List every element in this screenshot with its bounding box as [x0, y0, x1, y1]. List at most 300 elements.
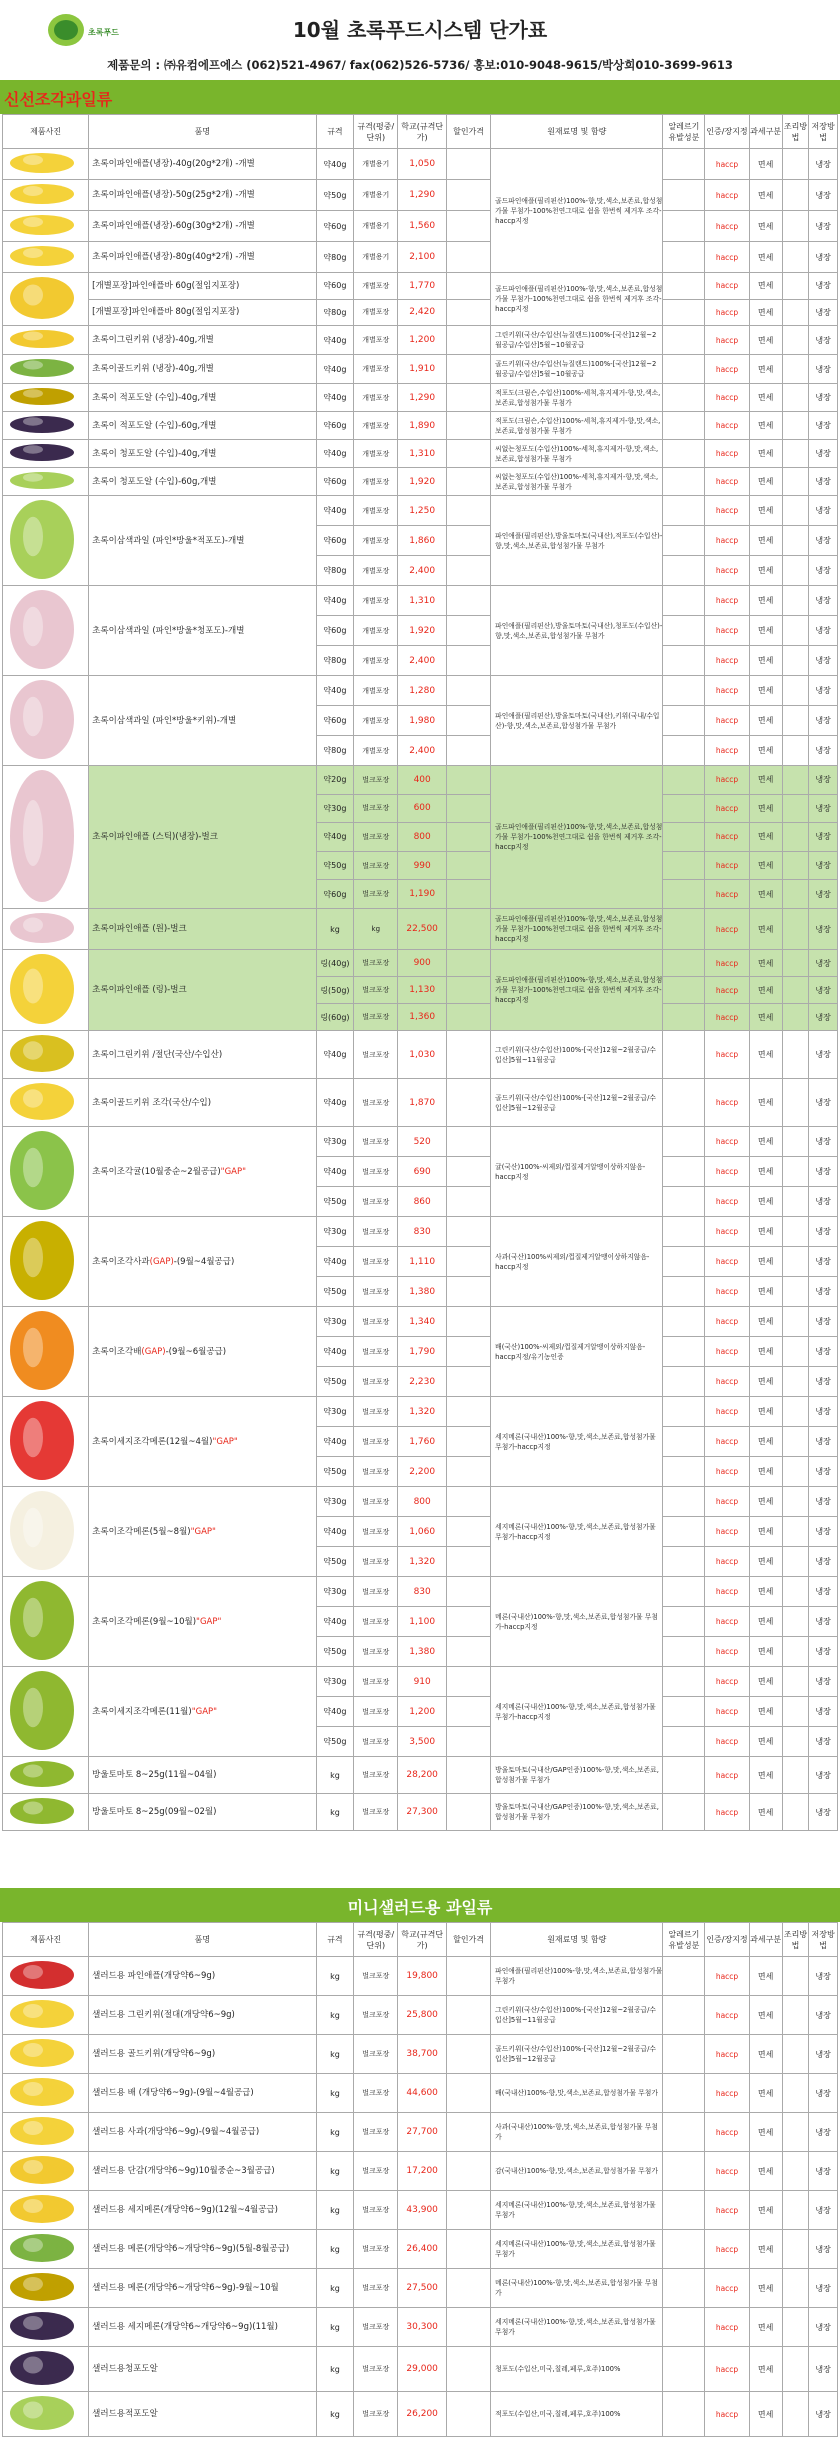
- unit-cell: 벌크포장: [354, 2113, 398, 2152]
- discount-cell: [446, 1247, 490, 1277]
- spec-cell: 약30g: [316, 1127, 354, 1157]
- tax-cell: 면세: [749, 440, 782, 468]
- discount-cell: [446, 1757, 490, 1794]
- cert-cell: haccp: [705, 273, 749, 300]
- tax-cell: 면세: [749, 586, 782, 616]
- cook-cell: [782, 1157, 809, 1187]
- allergen-cell: [663, 1427, 705, 1457]
- column-header: 인증/장지정: [705, 1923, 749, 1957]
- price-cell: 1,320: [398, 1547, 447, 1577]
- product-name-cell: [89, 1667, 317, 1757]
- tax-cell: 면세: [749, 149, 782, 180]
- cook-cell: [782, 1996, 809, 2035]
- cook-cell: [782, 1079, 809, 1127]
- product-photo-cell: [3, 1307, 89, 1397]
- price-cell: 1,890: [398, 412, 447, 440]
- column-header: 학교(규격단가): [398, 115, 447, 149]
- price-cell: 1,310: [398, 586, 447, 616]
- table-row: [3, 1667, 838, 1697]
- discount-cell: [446, 1457, 490, 1487]
- cert-cell: haccp: [705, 1667, 749, 1697]
- storage-cell: 냉장: [809, 355, 838, 384]
- discount-cell: [446, 211, 490, 242]
- product-name: 초록이골드키위 조각(국산/수입): [92, 1097, 212, 1108]
- cook-cell: [782, 1757, 809, 1794]
- unit-cell: 벌크포장: [354, 794, 398, 823]
- table-row: [3, 496, 838, 526]
- column-header: 원재료명 및 함량: [491, 1923, 663, 1957]
- cook-cell: [782, 2347, 809, 2392]
- cook-cell: [782, 180, 809, 211]
- storage-cell: 냉장: [809, 468, 838, 496]
- cook-cell: [782, 496, 809, 526]
- product-name-cell: [89, 273, 317, 300]
- cert-cell: haccp: [705, 1397, 749, 1427]
- product-photo: [3, 1397, 81, 1484]
- product-photo: [3, 1031, 81, 1076]
- product-photo: [3, 412, 81, 437]
- table-row: [3, 273, 838, 300]
- spec-cell: 약30g: [316, 1397, 354, 1427]
- ingredient-cell: 골드파인애플(필리핀산)100%-향,맛,색소,보존료,합성첨가물 무첨가-100%천연그대로 쉼을 한번씩 제거후 조각-haccp지정: [491, 950, 663, 1031]
- price-cell: 22,500: [398, 909, 447, 950]
- unit-cell: 벌크포장: [354, 1996, 398, 2035]
- spec-cell: 약30g: [316, 1667, 354, 1697]
- allergen-cell: [663, 1157, 705, 1187]
- cook-cell: [782, 1637, 809, 1667]
- unit-cell: 벌크포장: [354, 2308, 398, 2347]
- discount-cell: [446, 2035, 490, 2074]
- price-cell: 44,600: [398, 2074, 447, 2113]
- ingredient-cell: 세지메론(국내산)100%-향,맛,색소,보존료,합성첨가물 무첨가: [491, 2191, 663, 2230]
- allergen-cell: [663, 1757, 705, 1794]
- price-cell: 860: [398, 1187, 447, 1217]
- unit-cell: 벌크포장: [354, 2035, 398, 2074]
- column-header: 인증/장지정: [705, 115, 749, 149]
- tax-cell: 면세: [749, 2269, 782, 2308]
- allergen-cell: [663, 2191, 705, 2230]
- svg-text:초록푸드: 초록푸드: [88, 28, 119, 37]
- product-photo-cell: [3, 468, 89, 496]
- cook-cell: [782, 526, 809, 556]
- spec-cell: 약30g: [316, 1487, 354, 1517]
- spec-cell: 링(50g): [316, 977, 354, 1004]
- table-row: [3, 766, 838, 795]
- product-name: 초록이삼색과일 (파인*방울*적포도)-개별: [92, 535, 245, 546]
- cert-cell: haccp: [705, 823, 749, 852]
- spec-cell: 약40g: [316, 1247, 354, 1277]
- cert-cell: haccp: [705, 1457, 749, 1487]
- product-photo-cell: [3, 1487, 89, 1577]
- ingredient-cell: 그린키위(국산/수입산(뉴질랜드)100%-[국산]12월~2월공급/수입산]5월~10월공급: [491, 326, 663, 355]
- product-name-cell: [89, 950, 317, 1031]
- spec-cell: 약40g: [316, 1079, 354, 1127]
- cert-cell: haccp: [705, 676, 749, 706]
- column-header: 과세구분: [749, 115, 782, 149]
- discount-cell: [446, 977, 490, 1004]
- discount-cell: [446, 149, 490, 180]
- cert-cell: haccp: [705, 1277, 749, 1307]
- cert-cell: haccp: [705, 1427, 749, 1457]
- cook-cell: [782, 794, 809, 823]
- product-photo-cell: [3, 384, 89, 412]
- table-row: [3, 909, 838, 950]
- table-row: [3, 1957, 838, 1996]
- storage-cell: 냉장: [809, 1079, 838, 1127]
- ingredient-cell: 파인애플(필리핀산),방울토마토(국내산),키위(국내/수입산)-향,맛,색소,보존료,합성첨가물 무첨가: [491, 676, 663, 766]
- product-name: 샐러드용청포도알: [92, 2364, 158, 2374]
- unit-cell: 벌크포장: [354, 823, 398, 852]
- cert-cell: haccp: [705, 909, 749, 950]
- product-photo-cell: [3, 586, 89, 676]
- product-photo: [3, 1794, 81, 1828]
- cook-cell: [782, 1127, 809, 1157]
- price-cell: 990: [398, 851, 447, 880]
- storage-cell: 냉장: [809, 676, 838, 706]
- product-photo: [3, 1307, 81, 1394]
- tax-cell: 면세: [749, 1457, 782, 1487]
- spec-cell: 약40g: [316, 496, 354, 526]
- product-name: 샐러드용 메론(개당약6~개당약6~9g)(5월-8월공급): [92, 2244, 290, 2254]
- product-photo: [3, 1127, 81, 1214]
- table-row: [3, 440, 838, 468]
- discount-cell: [446, 1277, 490, 1307]
- cook-cell: [782, 2392, 809, 2437]
- price-cell: 800: [398, 823, 447, 852]
- unit-cell: 개별포장: [354, 412, 398, 440]
- price-cell: 27,500: [398, 2269, 447, 2308]
- ingredient-cell: 파인애플(필리핀산),방울토마토(국내산),청포도(수입산)-향,맛,색소,보존료,합성첨가물 무첨가: [491, 586, 663, 676]
- cook-cell: [782, 2074, 809, 2113]
- table-row: [3, 2035, 838, 2074]
- section-title: 미니샐러드용 과일류: [347, 1898, 493, 1917]
- spec-cell: 약40g: [316, 1427, 354, 1457]
- spec-cell: kg: [316, 2113, 354, 2152]
- unit-cell: 벌크포장: [354, 2074, 398, 2113]
- cert-cell: haccp: [705, 1004, 749, 1031]
- price-cell: 29,000: [398, 2347, 447, 2392]
- allergen-cell: [663, 706, 705, 736]
- product-name: 초록이삼색과일 (파인*방울*청포도)-개별: [92, 625, 245, 636]
- allergen-cell: [663, 766, 705, 795]
- column-header: 알레르기 유발성분: [663, 115, 705, 149]
- discount-cell: [446, 766, 490, 795]
- table-row: [3, 1996, 838, 2035]
- price-cell: 600: [398, 794, 447, 823]
- gap-label: "GAP": [196, 1616, 222, 1627]
- discount-cell: [446, 2269, 490, 2308]
- spec-cell: 약60g: [316, 616, 354, 646]
- spec-cell: 약30g: [316, 794, 354, 823]
- table-row: [3, 676, 838, 706]
- cook-cell: [782, 1607, 809, 1637]
- allergen-cell: [663, 1637, 705, 1667]
- storage-cell: 냉장: [809, 1697, 838, 1727]
- product-name-cell: [89, 149, 317, 180]
- product-photo-cell: [3, 355, 89, 384]
- spec-cell: 약30g: [316, 1307, 354, 1337]
- cert-cell: haccp: [705, 1337, 749, 1367]
- storage-cell: 냉장: [809, 1457, 838, 1487]
- table-row: [3, 1307, 838, 1337]
- storage-cell: 냉장: [809, 384, 838, 412]
- unit-cell: 벌크포장: [354, 766, 398, 795]
- storage-cell: 냉장: [809, 1487, 838, 1517]
- product-name: 샐러드용 파인애플(개당약6~9g): [92, 1971, 216, 1981]
- storage-cell: 냉장: [809, 977, 838, 1004]
- column-header: 조리방법: [782, 115, 809, 149]
- product-name-cell: [89, 211, 317, 242]
- cert-cell: haccp: [705, 1577, 749, 1607]
- product-name-cell: [89, 299, 317, 326]
- unit-cell: 벌크포장: [354, 1427, 398, 1457]
- price-cell: 30,300: [398, 2308, 447, 2347]
- spec-cell: kg: [316, 2035, 354, 2074]
- price-cell: 28,200: [398, 1757, 447, 1794]
- storage-cell: 냉장: [809, 1727, 838, 1757]
- ingredient-cell: 방울토마토(국내산/GAP인증)100%-향,맛,색소,보존료,합성첨가물 무첨가: [491, 1794, 663, 1831]
- ingredient-cell: 감(국내산)100%-향,맛,색소,보존료,합성첨가물 무첨가: [491, 2152, 663, 2191]
- spec-cell: kg: [316, 909, 354, 950]
- cert-cell: haccp: [705, 1757, 749, 1794]
- unit-cell: 벌크포장: [354, 2269, 398, 2308]
- spec-cell: 약30g: [316, 1577, 354, 1607]
- cert-cell: haccp: [705, 1727, 749, 1757]
- discount-cell: [446, 736, 490, 766]
- unit-cell: 개별포장: [354, 646, 398, 676]
- cook-cell: [782, 1247, 809, 1277]
- cook-cell: [782, 2035, 809, 2074]
- cert-cell: haccp: [705, 794, 749, 823]
- column-header: 조리방법: [782, 1923, 809, 1957]
- cook-cell: [782, 273, 809, 300]
- spec-cell: 약50g: [316, 1187, 354, 1217]
- price-cell: 1,250: [398, 496, 447, 526]
- tax-cell: 면세: [749, 1577, 782, 1607]
- price-cell: 1,200: [398, 1697, 447, 1727]
- unit-cell: 벌크포장: [354, 1337, 398, 1367]
- spec-cell: 약40g: [316, 355, 354, 384]
- spec-cell: 약60g: [316, 273, 354, 300]
- product-name: 초록이조각메론(9월~10월): [92, 1616, 197, 1627]
- unit-cell: 벌크포장: [354, 1079, 398, 1127]
- product-photo-cell: [3, 2074, 89, 2113]
- unit-cell: 개별용기: [354, 211, 398, 242]
- unit-cell: 벌크포장: [354, 1487, 398, 1517]
- price-cell: 1,320: [398, 1397, 447, 1427]
- spec-cell: 약60g: [316, 211, 354, 242]
- cert-cell: haccp: [705, 496, 749, 526]
- storage-cell: 냉장: [809, 766, 838, 795]
- storage-cell: 냉장: [809, 1957, 838, 1996]
- cert-cell: haccp: [705, 242, 749, 273]
- allergen-cell: [663, 851, 705, 880]
- discount-cell: [446, 616, 490, 646]
- ingredient-cell: 그린키위(국산/수입산)100%-[국산]12월~2월공급/수입산]5월~11월공급: [491, 1996, 663, 2035]
- storage-cell: 냉장: [809, 2113, 838, 2152]
- product-name-cell: [89, 440, 317, 468]
- price-cell: 1,030: [398, 1031, 447, 1079]
- cert-cell: haccp: [705, 2269, 749, 2308]
- unit-cell: 개별포장: [354, 326, 398, 355]
- unit-cell: 개별포장: [354, 384, 398, 412]
- cook-cell: [782, 1727, 809, 1757]
- product-photo: [3, 440, 81, 465]
- tax-cell: 면세: [749, 299, 782, 326]
- ingredient-cell: 배(국산)100%-씨제외/껍질제거알맹이상하지않음-haccp지정/유기농인증: [491, 1307, 663, 1397]
- price-cell: 2,200: [398, 1457, 447, 1487]
- cert-cell: haccp: [705, 880, 749, 909]
- cook-cell: [782, 880, 809, 909]
- product-name: 샐러드용 세지메론(개당약6~9g)(12월~4월공급): [92, 2205, 278, 2215]
- tax-cell: 면세: [749, 1187, 782, 1217]
- gap-label: "GAP": [220, 1166, 247, 1177]
- price-cell: 1,860: [398, 526, 447, 556]
- discount-cell: [446, 1004, 490, 1031]
- price-cell: 27,300: [398, 1794, 447, 1831]
- product-name: 초록이세지조각메론(12월~4월): [92, 1436, 213, 1447]
- column-header: 할인가격: [446, 1923, 490, 1957]
- unit-cell: 개별포장: [354, 273, 398, 300]
- price-cell: 2,400: [398, 556, 447, 586]
- unit-cell: 벌크포장: [354, 1367, 398, 1397]
- allergen-cell: [663, 1367, 705, 1397]
- allergen-cell: [663, 273, 705, 300]
- ingredient-cell: 골드파인애플(필리핀산)100%-향,맛,색소,보존료,합성첨가물 무첨가-100%천연그대로 쉼을 한번씩 제거후 조각-haccp지정: [491, 273, 663, 326]
- ingredient-cell: 배(국내산)100%-향,맛,색소,보존료,합성첨가물 무첨가: [491, 2074, 663, 2113]
- product-photo-cell: [3, 676, 89, 766]
- storage-cell: 냉장: [809, 1757, 838, 1794]
- page-title: 10월 초록푸드시스템 단가표: [292, 18, 548, 42]
- tax-cell: 면세: [749, 2392, 782, 2437]
- product-photo: [3, 211, 81, 239]
- gap-label: (GAP): [141, 1346, 166, 1357]
- price-cell: 2,100: [398, 242, 447, 273]
- cook-cell: [782, 326, 809, 355]
- price-cell: 1,290: [398, 180, 447, 211]
- tax-cell: 면세: [749, 1397, 782, 1427]
- allergen-cell: [663, 355, 705, 384]
- discount-cell: [446, 180, 490, 211]
- allergen-cell: [663, 1727, 705, 1757]
- product-photo-cell: [3, 2392, 89, 2437]
- gap-label: "GAP": [191, 1706, 218, 1717]
- price-cell: 1,870: [398, 1079, 447, 1127]
- unit-cell: 벌크포장: [354, 2191, 398, 2230]
- storage-cell: 냉장: [809, 496, 838, 526]
- spec-cell: 약50g: [316, 1727, 354, 1757]
- storage-cell: 냉장: [809, 526, 838, 556]
- cert-cell: haccp: [705, 2113, 749, 2152]
- table-row: [3, 242, 838, 273]
- unit-cell: 벌크포장: [354, 1157, 398, 1187]
- tax-cell: 면세: [749, 2347, 782, 2392]
- spec-cell: kg: [316, 2191, 354, 2230]
- ingredient-cell: 골드키위(국산/수입산(뉴질랜드)100%-[국산]12월~2월공급/수입산]5월~10월공급: [491, 355, 663, 384]
- price-cell: 25,800: [398, 1996, 447, 2035]
- discount-cell: [446, 2191, 490, 2230]
- unit-cell: 벌크포장: [354, 2152, 398, 2191]
- unit-cell: 벌크포장: [354, 2392, 398, 2437]
- ingredient-cell: 적포도(크림슨,수입산)100%-세척,휴지제거-향,맛,색소,보존료,합성첨가물 무첨가: [491, 412, 663, 440]
- cook-cell: [782, 851, 809, 880]
- ingredient-cell: 골드키위(국산/수입산)100%-[국산]12월~2월공급/수입산]5월~12월공급: [491, 2035, 663, 2074]
- product-name: 초록이 청포도알 (수입)-40g,개별: [92, 448, 217, 459]
- storage-cell: 냉장: [809, 880, 838, 909]
- storage-cell: 냉장: [809, 1577, 838, 1607]
- tax-cell: 면세: [749, 1157, 782, 1187]
- product-name-cell: [89, 2308, 317, 2347]
- cert-cell: haccp: [705, 977, 749, 1004]
- discount-cell: [446, 1667, 490, 1697]
- table-row: [3, 1397, 838, 1427]
- product-photo-cell: [3, 2152, 89, 2191]
- product-photo-cell: [3, 766, 89, 909]
- cook-cell: [782, 1487, 809, 1517]
- tax-cell: 면세: [749, 326, 782, 355]
- product-photo: [3, 586, 81, 673]
- price-cell: 1,190: [398, 880, 447, 909]
- fresh-fruit-table: [2, 114, 838, 1831]
- cert-cell: haccp: [705, 440, 749, 468]
- price-cell: 26,200: [398, 2392, 447, 2437]
- allergen-cell: [663, 1397, 705, 1427]
- cert-cell: haccp: [705, 2191, 749, 2230]
- unit-cell: 개별포장: [354, 706, 398, 736]
- storage-cell: 냉장: [809, 1667, 838, 1697]
- product-name-cell: [89, 2230, 317, 2269]
- tax-cell: 면세: [749, 646, 782, 676]
- tax-cell: 면세: [749, 2074, 782, 2113]
- ingredient-cell: 세지메론(국내산)100%-향,맛,색소,보존료,합성첨가물 무첨가-haccp지정: [491, 1667, 663, 1757]
- product-photo-cell: [3, 2347, 89, 2392]
- cert-cell: haccp: [705, 2152, 749, 2191]
- column-header: 과세구분: [749, 1923, 782, 1957]
- product-photo: [3, 676, 81, 763]
- storage-cell: 냉장: [809, 299, 838, 326]
- allergen-cell: [663, 2035, 705, 2074]
- product-name-cell: [89, 1307, 317, 1397]
- product-photo: [3, 2191, 81, 2227]
- tax-cell: 면세: [749, 616, 782, 646]
- spec-cell: 약50g: [316, 1277, 354, 1307]
- product-photo: [3, 149, 81, 177]
- storage-cell: 냉장: [809, 1187, 838, 1217]
- storage-cell: 냉장: [809, 909, 838, 950]
- product-name-cell: [89, 676, 317, 766]
- allergen-cell: [663, 1697, 705, 1727]
- product-name-cell: [89, 1757, 317, 1794]
- price-cell: 1,100: [398, 1607, 447, 1637]
- allergen-cell: [663, 676, 705, 706]
- product-photo-cell: [3, 149, 89, 180]
- product-photo: [3, 1667, 81, 1754]
- cook-cell: [782, 556, 809, 586]
- product-name-cell: [89, 1996, 317, 2035]
- column-header: 품명: [89, 115, 317, 149]
- column-header: 규격(평중/단위): [354, 1923, 398, 1957]
- product-photo: [3, 1079, 81, 1124]
- allergen-cell: [663, 2347, 705, 2392]
- cook-cell: [782, 1031, 809, 1079]
- spec-cell: kg: [316, 1794, 354, 1831]
- tax-cell: 면세: [749, 1031, 782, 1079]
- price-cell: 1,200: [398, 326, 447, 355]
- cook-cell: [782, 149, 809, 180]
- product-name: 샐러드용 골드키위(개당약6~9g): [92, 2049, 216, 2059]
- price-cell: 1,290: [398, 384, 447, 412]
- unit-cell: 벌크포장: [354, 1547, 398, 1577]
